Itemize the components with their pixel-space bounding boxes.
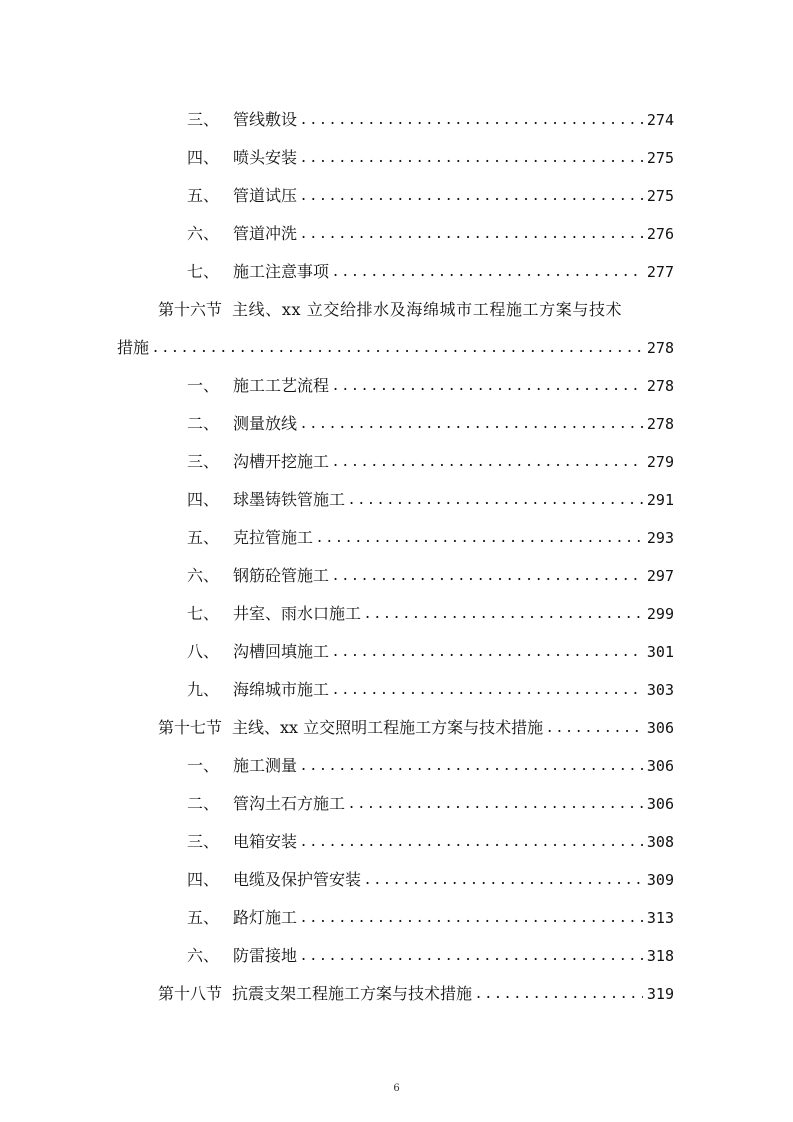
toc-leader-dots (333, 375, 643, 396)
toc-entry-number: 二、 (187, 414, 220, 433)
toc-entry-page: 278 (646, 415, 674, 433)
toc-leader-dots (301, 109, 643, 130)
toc-entry[interactable] (187, 556, 674, 586)
toc-leader-dots (317, 527, 643, 548)
toc-entry-number: 六、 (187, 946, 220, 965)
toc-entry-page: 293 (646, 529, 674, 547)
toc-section-title: 主线、xx 立交给排水及海绵城市工程施工方案与技术 (232, 300, 623, 319)
toc-leader-dots (301, 907, 643, 928)
toc-leader-dots (476, 983, 643, 1004)
toc-entry[interactable] (187, 366, 674, 396)
toc-entry[interactable] (187, 670, 674, 700)
toc-entry[interactable] (187, 860, 674, 890)
toc-leader-dots (153, 337, 643, 358)
toc-entry[interactable] (187, 480, 674, 510)
toc-entry-page: 297 (646, 567, 674, 585)
toc-entry-title: 路灯施工 (233, 908, 298, 927)
toc-entry[interactable] (187, 176, 674, 206)
toc-leader-dots (301, 831, 643, 852)
toc-entry-page: 306 (646, 719, 674, 737)
toc-leader-dots (333, 679, 643, 700)
toc-leader-dots (301, 223, 643, 244)
toc-entry-title: 管道试压 (233, 186, 298, 205)
toc-leader-dots (547, 717, 643, 738)
toc-leader-dots (365, 603, 643, 624)
toc-entry-title: 管沟土石方施工 (233, 794, 346, 813)
toc-entry-number: 三、 (187, 110, 220, 129)
toc-section-heading[interactable] (158, 974, 674, 1004)
toc-entry-page: 306 (646, 795, 674, 813)
toc-entry[interactable] (187, 898, 674, 928)
toc-entry-page: 319 (646, 985, 674, 1003)
toc-entry-number: 四、 (187, 148, 220, 167)
toc-entry[interactable] (187, 518, 674, 548)
toc-entry-number: 八、 (187, 642, 220, 661)
toc-entry-number: 六、 (187, 566, 220, 585)
toc-leader-dots (301, 755, 643, 776)
toc-entry-page: 278 (646, 339, 674, 357)
toc-entry-title: 球墨铸铁管施工 (233, 490, 346, 509)
toc-section-label: 第十六节 (158, 300, 223, 319)
toc-entry-title: 沟槽回填施工 (233, 642, 330, 661)
toc-entry[interactable] (187, 822, 674, 852)
toc-section-label: 第十七节 (158, 718, 223, 737)
toc-section-title: 主线、xx 立交照明工程施工方案与技术措施 (232, 718, 544, 737)
toc-entry[interactable] (187, 936, 674, 966)
toc-entry-number: 七、 (187, 262, 220, 281)
toc-section-heading-continued[interactable] (117, 328, 674, 358)
toc-entry-page: 274 (646, 111, 674, 129)
toc-entry-title: 喷头安装 (233, 148, 298, 167)
toc-leader-dots (349, 489, 643, 510)
toc-entry-number: 五、 (187, 908, 220, 927)
toc-section-title: 抗震支架工程施工方案与技术措施 (232, 984, 473, 1003)
toc-entry-number: 七、 (187, 604, 220, 623)
toc-entry-page: 279 (646, 453, 674, 471)
toc-entry-page: 291 (646, 491, 674, 509)
toc-leader-dots (365, 869, 643, 890)
toc-entry-title: 海绵城市施工 (233, 680, 330, 699)
toc-entry-title: 电缆及保护管安装 (233, 870, 362, 889)
toc-entry[interactable] (187, 632, 674, 662)
toc-entry-title: 施工注意事项 (233, 262, 330, 281)
toc-entry-title: 施工工艺流程 (233, 376, 330, 395)
toc-entry-page: 301 (646, 643, 674, 661)
toc-entry-page: 313 (646, 909, 674, 927)
toc-entry[interactable] (187, 784, 674, 814)
toc-entry[interactable] (187, 746, 674, 776)
toc-section-label: 第十八节 (158, 984, 223, 1003)
toc-entry-page: 299 (646, 605, 674, 623)
toc-entry-page: 309 (646, 871, 674, 889)
toc-entry-number: 一、 (187, 756, 220, 775)
toc-section-title-continued: 措施 (117, 338, 150, 357)
toc-entry-title: 管线敷设 (233, 110, 298, 129)
toc-entry-number: 五、 (187, 528, 220, 547)
toc-entry-title: 测量放线 (233, 414, 298, 433)
toc-entry-number: 四、 (187, 490, 220, 509)
toc-entry[interactable] (187, 138, 674, 168)
toc-entry-page: 318 (646, 947, 674, 965)
toc-entry[interactable] (187, 100, 674, 130)
toc-leader-dots (333, 261, 643, 282)
toc-entry-title: 施工测量 (233, 756, 298, 775)
toc-entry[interactable] (187, 214, 674, 244)
toc-entry[interactable] (187, 252, 674, 282)
toc-entry[interactable] (187, 594, 674, 624)
toc-entry-page: 308 (646, 833, 674, 851)
toc-entry-number: 二、 (187, 794, 220, 813)
toc-entry-number: 三、 (187, 832, 220, 851)
toc-entry-number: 四、 (187, 870, 220, 889)
toc-entry-number: 三、 (187, 452, 220, 471)
toc-entry-number: 一、 (187, 376, 220, 395)
page-number: 6 (393, 1083, 400, 1094)
toc-entry-number: 五、 (187, 186, 220, 205)
toc-entry[interactable] (187, 442, 674, 472)
toc-leader-dots (333, 451, 643, 472)
toc-entry-page: 275 (646, 187, 674, 205)
toc-entry-page: 303 (646, 681, 674, 699)
toc-leader-dots (333, 565, 643, 586)
toc-section-heading[interactable] (158, 290, 674, 320)
toc-entry-page: 275 (646, 149, 674, 167)
toc-leader-dots (333, 641, 643, 662)
toc-leader-dots (301, 413, 643, 434)
toc-entry-page: 278 (646, 377, 674, 395)
toc-entry-number: 九、 (187, 680, 220, 699)
toc-section-heading[interactable] (158, 708, 674, 738)
toc-entry-page: 306 (646, 757, 674, 775)
toc-leader-dots (301, 185, 643, 206)
toc-entry-title: 电箱安装 (233, 832, 298, 851)
toc-entry-title: 沟槽开挖施工 (233, 452, 330, 471)
toc-leader-dots (349, 793, 643, 814)
toc-entry-title: 防雷接地 (233, 946, 298, 965)
toc-entry-number: 六、 (187, 224, 220, 243)
toc-leader-dots (301, 147, 643, 168)
toc-leader-dots (301, 945, 643, 966)
toc-entry-title: 钢筋砼管施工 (233, 566, 330, 585)
toc-entry-title: 管道冲洗 (233, 224, 298, 243)
toc-entry[interactable] (187, 404, 674, 434)
toc-entry-title: 克拉管施工 (233, 528, 314, 547)
toc-entry-page: 276 (646, 225, 674, 243)
toc-entry-page: 277 (646, 263, 674, 281)
toc-entry-title: 井室、雨水口施工 (233, 604, 362, 623)
